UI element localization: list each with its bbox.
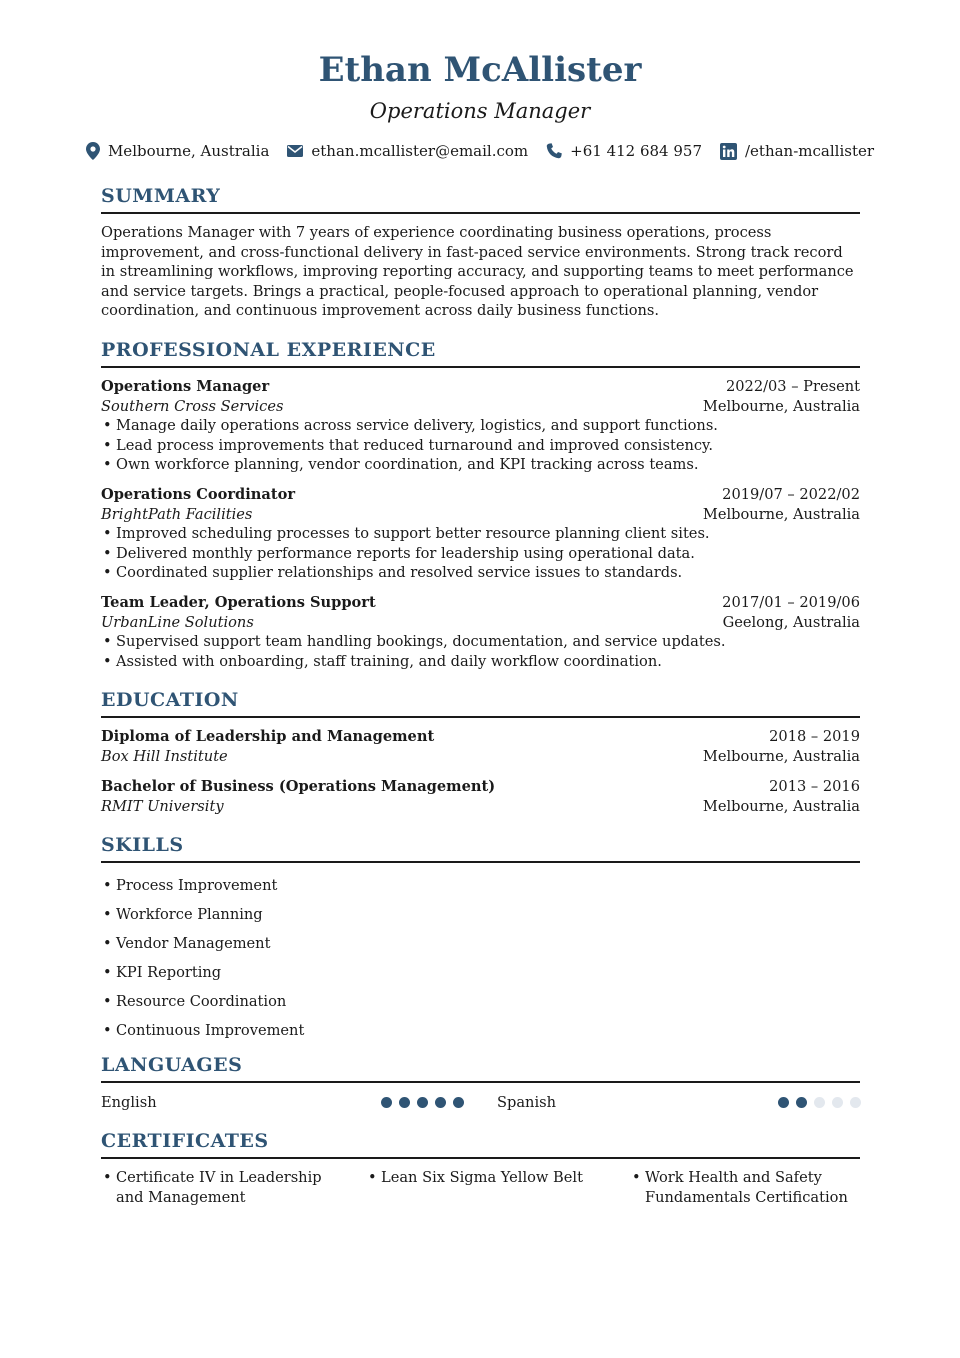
certificate-column [366,1168,606,1188]
job-location: Melbourne, Australia [702,505,860,523]
envelope-icon [287,145,303,157]
job-bullet: • Delivered monthly performance reports for leadership using operational data. [101,544,860,564]
language-name: Spanish [497,1094,556,1111]
skill-item: • Process Improvement [101,871,304,900]
summary-text: Operations Manager with 7 years of experience coordinating business operations, process improvement, and cross-functional delivery in fast-paced service environments. Strong track record in streamlining workflows, improving reporting accuracy, and supporting teams to meet performance and service targets. Brings a practical, people-focused approach to operational planning, vendor coordination, and continuous improvement across daily business functions. [101,224,854,319]
contact-linkedin[interactable] [720,139,874,163]
language-level [778,1097,861,1108]
job-bullets [101,632,860,671]
job-dates: 2022/03 – Present [725,378,860,395]
level-dot-filled [399,1097,410,1108]
linkedin-text[interactable]: /ethan-mcallister [745,142,875,160]
school-name: RMIT University [101,797,224,815]
level-dot-filled [778,1097,789,1108]
skill-item: • Resource Coordination [101,987,304,1016]
skill-item: • Workforce Planning [101,900,304,929]
job-company: Southern Cross Services [101,397,284,415]
level-dot-filled [435,1097,446,1108]
contact-bar [0,139,960,163]
certificates-heading: CERTIFICATES [101,1128,860,1159]
skill-item: • Continuous Improvement [101,1016,304,1045]
job-dates: 2019/07 – 2022/02 [722,486,860,503]
job-bullets [101,416,860,475]
job-bullet: • Improved scheduling processes to support better resource planning client sites. [101,524,860,544]
job-bullet: • Own workforce planning, vendor coordination, and KPI tracking across teams. [101,455,860,475]
location-text: Melbourne, Australia [107,142,270,160]
phone-icon [546,143,562,159]
job-bullet: • Assisted with onboarding, staff training, and daily workflow coordination. [101,652,860,672]
phone-text[interactable]: +61 412 684 957 [570,142,702,160]
job-title: Team Leader, Operations Support [101,594,376,611]
experience-heading: PROFESSIONAL EXPERIENCE [101,337,860,368]
candidate-name: Ethan McAllister [318,50,642,90]
job-dates: 2017/01 – 2019/06 [722,594,860,611]
education-entry [101,727,860,766]
education-location: Melbourne, Australia [702,747,860,765]
language-name: English [101,1094,157,1111]
job-title: Operations Manager [101,378,270,395]
degree-title: Diploma of Leadership and Management [101,728,435,745]
job-bullet: • Coordinated supplier relationships and resolved service issues to standards. [101,563,860,583]
job-entry [101,485,860,583]
candidate-role: Operations Manager [369,99,591,123]
education-heading: EDUCATION [101,687,860,718]
job-title: Operations Coordinator [101,486,296,503]
job-bullets [101,524,860,583]
education-location: Melbourne, Australia [702,797,860,815]
certificate-column [630,1168,860,1207]
job-bullet: • Supervised support team handling bookings, documentation, and service updates. [101,632,860,652]
job-location: Melbourne, Australia [702,397,860,415]
contact-email[interactable] [287,139,528,163]
level-dot-filled [381,1097,392,1108]
job-company: UrbanLine Solutions [101,613,254,631]
level-dot-filled [453,1097,464,1108]
language-level [381,1097,464,1108]
skill-item: • Vendor Management [101,929,304,958]
level-dot-empty [832,1097,843,1108]
skills-list [101,871,304,1045]
level-dot-filled [417,1097,428,1108]
job-location: Geelong, Australia [722,613,860,631]
location-pin-icon [86,142,100,160]
skills-heading: SKILLS [101,832,860,863]
certificate-item: • Lean Six Sigma Yellow Belt [366,1168,606,1188]
school-name: Box Hill Institute [101,747,228,765]
certificate-item: • Certificate IV in Leadership and Management [101,1168,331,1207]
linkedin-icon [720,143,737,160]
job-entry [101,377,860,475]
contact-location [86,139,269,163]
summary-heading: SUMMARY [101,183,860,214]
level-dot-empty [850,1097,861,1108]
email-text[interactable]: ethan.mcallister@email.com [311,142,529,160]
certificate-column [101,1168,331,1207]
level-dot-empty [814,1097,825,1108]
level-dot-filled [796,1097,807,1108]
skill-item: • KPI Reporting [101,958,304,987]
education-dates: 2018 – 2019 [769,728,860,745]
job-bullet: • Manage daily operations across service delivery, logistics, and support functions. [101,416,860,436]
contact-phone[interactable] [546,139,702,163]
degree-title: Bachelor of Business (Operations Management) [101,778,496,795]
job-entry [101,593,860,671]
job-bullet: • Lead process improvements that reduced turnaround and improved consistency. [101,436,860,456]
languages-heading: LANGUAGES [101,1052,860,1083]
education-entry [101,777,860,816]
certificate-item: • Work Health and Safety Fundamentals Certification [630,1168,860,1207]
job-company: BrightPath Facilities [101,505,253,523]
education-dates: 2013 – 2016 [769,778,860,795]
languages-row [101,1092,860,1114]
